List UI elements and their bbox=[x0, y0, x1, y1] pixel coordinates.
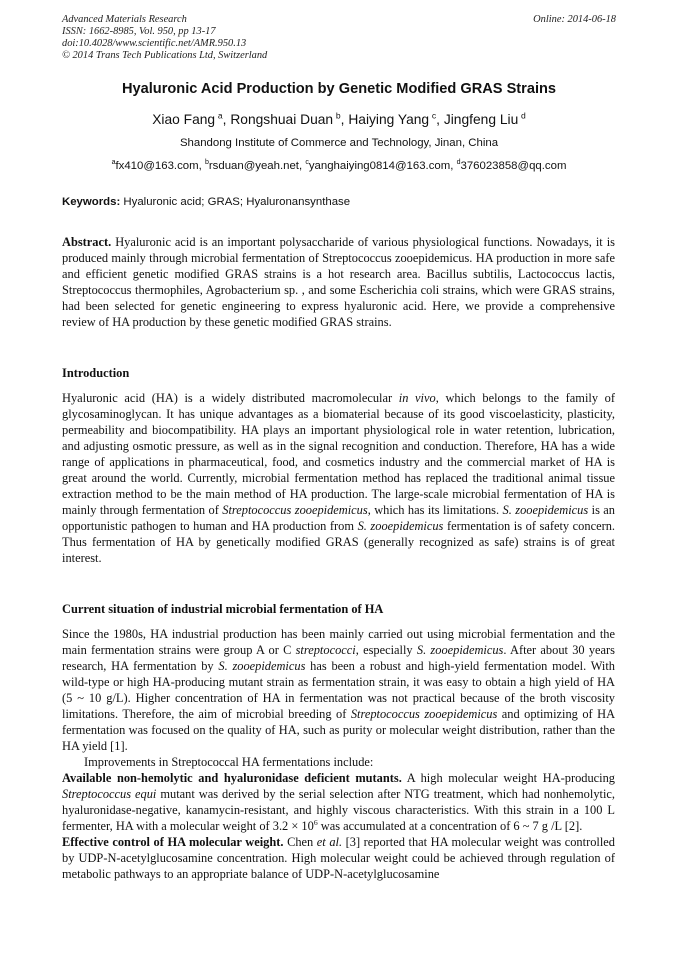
author-mark: b bbox=[335, 110, 341, 121]
body-text: and optimizing of HA fermentation was focused on the quality of HA, such as purity or molecular weight distribution, rather than the HA yield [1]. bbox=[62, 707, 616, 753]
author-mark: a bbox=[217, 110, 223, 121]
intro-italic: S. zooepidemicus bbox=[357, 519, 444, 533]
section-heading-current-situation: Current situation of industrial microbial fermentation of HA bbox=[62, 602, 384, 616]
author-mark: c bbox=[431, 110, 437, 121]
email-list: $^a$fx410@163.com, $^b$rsduan@yeah.net, $^c$yanghaiying0814@163.com, $^d$376023858@qq.com bbox=[111, 159, 567, 172]
mutants-paragraph bbox=[62, 770, 615, 834]
intro-text: fermentation is of safety concern. Thus fermentation of HA by genetically modified GRAS (generally recognized as safe) strains is of great interest. bbox=[62, 519, 615, 565]
journal-issn: ISSN: 1662-8985, Vol. 950, pp 13-17 bbox=[62, 26, 216, 37]
journal-copyright: © 2014 Trans Tech Publications Ltd, Switzerland bbox=[62, 50, 268, 61]
body-text: Since the 1980s, HA industrial production has been mainly carried out using microbial fermentation and the main fermentation strains were group A or C bbox=[62, 627, 615, 657]
author-mark: d bbox=[521, 110, 526, 121]
body-italic: S. zooepidemicus bbox=[416, 643, 504, 657]
intro-italic: S. zooepidemicus bbox=[502, 503, 589, 517]
improvements-line: Improvements in Streptococcal HA fermentations include: bbox=[84, 755, 374, 769]
intro-text: , which belongs to the family of glycosaminoglycan. It has unique advantages as a biomaterial because of its good viscoelasticity, plasticity, permeability and biocompatibility. HA plays an important physiological role in water retention, lubrication, and adjusting osmotic pressure, as well as in the signal recognition and conduction. Therefore, HA has a wide range of applications in pharmaceutical, food, and cosmetics industry and the commercial market of HA is great around the world. Currently, microbial fermentation method has replaced the traditional animal tissue extraction method to be the main method of HA production. The large-scale microbial fermentation of HA is mainly through fermentation of bbox=[62, 391, 616, 517]
paper-title: Hyaluronic Acid Production by Genetic Modified GRAS Strains bbox=[121, 81, 557, 97]
abstract-text: Hyaluronic acid is an important polysaccharide of various physiological functions. Nowadays, it is produced mainly through microbial fermentation of Streptococcus zooepidemicus. HA production in more safe and efficient genetic modified GRAS strains is a hot research area. Bacillus subtilis, Lactococcus lactis, Streptococcus thermophiles, Agrobacterium sp. , and some Escherichia coli strains, which were GRAS strains, had been selected for genetic engineering to express hyaluronic acid. Here, we provide a comprehensive review of HA production by these genetic modified GRAS strains. bbox=[62, 235, 615, 329]
intro-text: is an opportunistic pathogen to human and HA production from bbox=[62, 503, 616, 533]
abstract bbox=[62, 234, 615, 330]
email-mark: c bbox=[305, 159, 309, 167]
current-paragraph bbox=[62, 626, 615, 754]
body-text: . After about 30 years research, HA fermentation by bbox=[62, 643, 616, 673]
run-in-heading: Available non-hemolytic and hyaluronidase deficient mutants. bbox=[62, 771, 402, 785]
online-date: Online: 2014-06-18 bbox=[533, 14, 616, 25]
body-italic: S. zooepidemicus bbox=[218, 659, 306, 673]
exponent: 6 bbox=[313, 817, 318, 827]
email-address: 376023858@qq.com bbox=[460, 160, 567, 172]
keywords-text: Hyaluronic acid; GRAS; Hyaluronansynthase bbox=[123, 196, 351, 208]
intro-text: Hyaluronic acid (HA) is a widely distributed macromolecular bbox=[62, 391, 399, 405]
body-text: [3] reported that HA molecular weight was controlled by UDP-N-acetylglucosamine concentration. High molecular weight could be achieved through regulation of metabolic pathways to an appropriate balance of UDP-N-acetylglucosamine bbox=[62, 835, 615, 881]
intro-italic: Streptococcus zooepidemicus bbox=[222, 503, 368, 517]
email-mark: b bbox=[204, 159, 209, 167]
keywords-label: Keywords: bbox=[62, 196, 121, 208]
author-name: Haiying Yang bbox=[348, 112, 430, 127]
journal-doi: doi:10.4028/www.scientific.net/AMR.950.13 bbox=[62, 38, 247, 49]
body-text: has been a robust and high-yield fermentation model. With wild-type or high HA-producing mutant strain as fermentation strain, it was easy to obtain a high yield of HA (5 ~ 10 g/L). Higher concentration of HA in fermentation was not practical because of the broth viscosity limitations. Therefore, the aim of microbial breeding of bbox=[62, 659, 616, 721]
body-italic: streptococci bbox=[295, 643, 356, 657]
intro-italic: in vivo bbox=[398, 391, 436, 405]
author-list: Xiao Fang $^a$, Rongshuai Duan $^b$, Haiying Yang $^c$, Jingfeng Liu $^d$ bbox=[152, 110, 526, 127]
journal-name: Advanced Materials Research bbox=[62, 14, 187, 25]
intro-text: , which has its limitations. bbox=[367, 503, 503, 517]
journal-header bbox=[62, 14, 267, 62]
email-mark: a bbox=[111, 159, 116, 167]
author-name: Xiao Fang bbox=[152, 112, 216, 127]
body-italic: Streptococcus equi bbox=[62, 787, 157, 801]
body-text: was accumulated at a concentration of 6 ~ 7 g /L [2]. bbox=[317, 819, 583, 833]
body-italic: et al. bbox=[316, 835, 343, 849]
body-text: , especially bbox=[355, 643, 417, 657]
keywords bbox=[62, 196, 350, 208]
section-heading-introduction: Introduction bbox=[62, 366, 130, 380]
body-text: Chen bbox=[283, 835, 317, 849]
affiliation: Shandong Institute of Commerce and Technology, Jinan, China bbox=[179, 137, 499, 149]
email-address: yanghaiying0814@163.com bbox=[308, 160, 451, 172]
molecular-weight-paragraph bbox=[62, 834, 615, 882]
current-situation-body bbox=[62, 626, 615, 882]
abstract-label: Abstract. bbox=[62, 235, 112, 249]
body-italic: Streptococcus zooepidemicus bbox=[350, 707, 498, 721]
author-name: Rongshuai Duan bbox=[230, 112, 334, 127]
body-text: mutant was derived by the serial selection after NTG treatment, which had nonhemolytic, hyaluronidase-negative, kanamycin-resistant, and highly viscous characteristics. With this strain in a 100 L fermenter, HA with a molecular weight of 3.2 × 10 bbox=[62, 787, 615, 833]
author-name: Jingfeng Liu bbox=[443, 112, 519, 127]
introduction-paragraph bbox=[62, 390, 615, 566]
email-address: rsduan@yeah.net bbox=[208, 160, 299, 172]
email-mark: d bbox=[456, 159, 461, 167]
body-text: A high molecular weight HA-producing bbox=[401, 771, 616, 785]
run-in-heading: Effective control of HA molecular weight. bbox=[62, 835, 284, 849]
email-address: fx410@163.com bbox=[115, 160, 199, 172]
